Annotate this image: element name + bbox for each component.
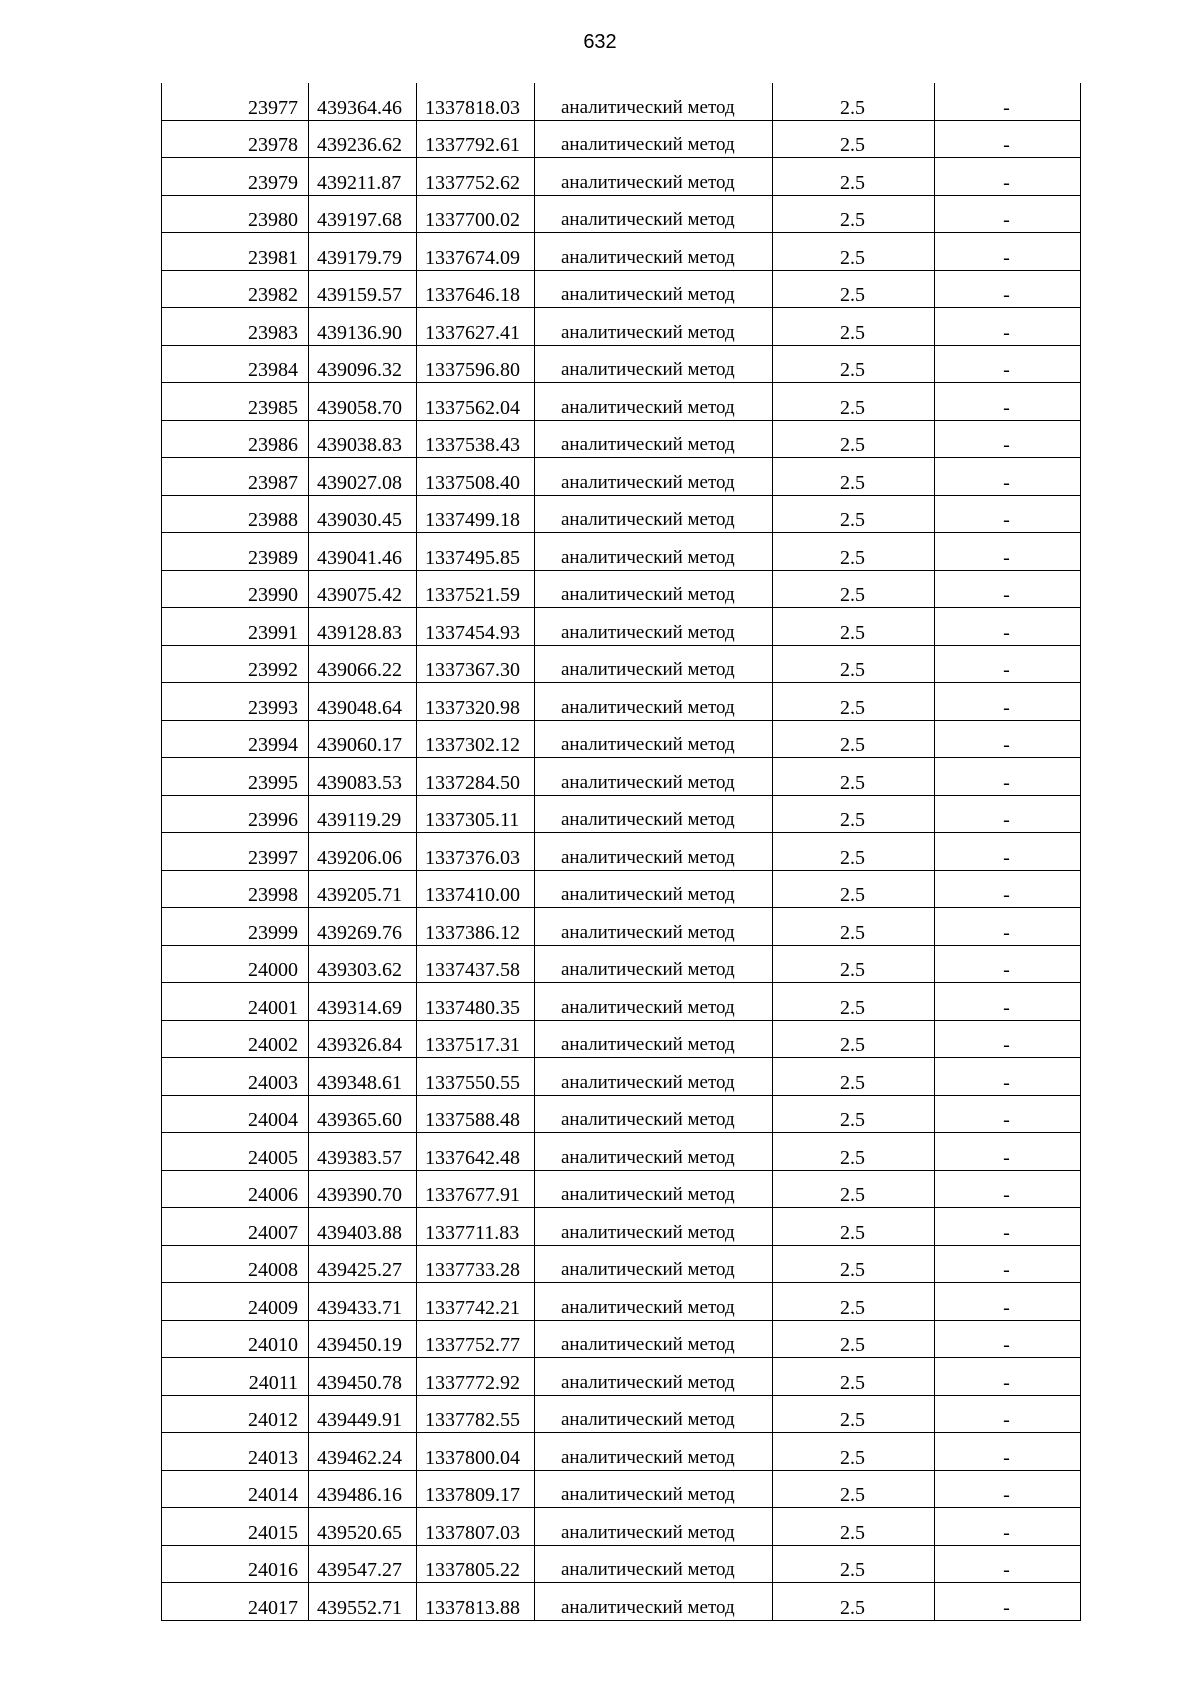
table-row [162, 720, 1081, 758]
table-row [162, 833, 1081, 871]
method-cell: аналитический метод [535, 1208, 773, 1246]
y-coordinate-cell: 1337550.55 [417, 1058, 535, 1096]
y-coordinate-cell: 1337711.83 [417, 1208, 535, 1246]
point-number-cell: 24003 [162, 1058, 309, 1096]
x-coordinate-cell: 439030.45 [309, 495, 417, 533]
note-cell: - [935, 1583, 1081, 1621]
accuracy-cell: 2.5 [773, 795, 935, 833]
point-number-cell: 23995 [162, 758, 309, 796]
y-coordinate-cell: 1337627.41 [417, 308, 535, 346]
x-coordinate-cell: 439205.71 [309, 870, 417, 908]
table-row [162, 870, 1081, 908]
y-coordinate-cell: 1337818.03 [417, 83, 535, 120]
method-cell: аналитический метод [535, 533, 773, 571]
method-cell: аналитический метод [535, 158, 773, 196]
method-cell: аналитический метод [535, 458, 773, 496]
x-coordinate-cell: 439041.46 [309, 533, 417, 571]
accuracy-cell: 2.5 [773, 1133, 935, 1171]
method-cell: аналитический метод [535, 383, 773, 421]
y-coordinate-cell: 1337499.18 [417, 495, 535, 533]
y-coordinate-cell: 1337480.35 [417, 983, 535, 1021]
point-number-cell: 24015 [162, 1508, 309, 1546]
accuracy-cell: 2.5 [773, 1095, 935, 1133]
accuracy-cell: 2.5 [773, 1470, 935, 1508]
note-cell: - [935, 120, 1081, 158]
note-cell: - [935, 795, 1081, 833]
accuracy-cell: 2.5 [773, 1358, 935, 1396]
method-cell: аналитический метод [535, 1020, 773, 1058]
x-coordinate-cell: 439058.70 [309, 383, 417, 421]
note-cell: - [935, 1470, 1081, 1508]
point-number-cell: 23978 [162, 120, 309, 158]
table-row [162, 1320, 1081, 1358]
x-coordinate-cell: 439433.71 [309, 1283, 417, 1321]
y-coordinate-cell: 1337517.31 [417, 1020, 535, 1058]
accuracy-cell: 2.5 [773, 233, 935, 271]
point-number-cell: 23989 [162, 533, 309, 571]
x-coordinate-cell: 439520.65 [309, 1508, 417, 1546]
accuracy-cell: 2.5 [773, 570, 935, 608]
method-cell: аналитический метод [535, 833, 773, 871]
method-cell: аналитический метод [535, 758, 773, 796]
x-coordinate-cell: 439179.79 [309, 233, 417, 271]
table-row [162, 458, 1081, 496]
method-cell: аналитический метод [535, 345, 773, 383]
method-cell: аналитический метод [535, 1545, 773, 1583]
note-cell: - [935, 833, 1081, 871]
point-number-cell: 23979 [162, 158, 309, 196]
note-cell: - [935, 83, 1081, 120]
x-coordinate-cell: 439303.62 [309, 945, 417, 983]
note-cell: - [935, 870, 1081, 908]
method-cell: аналитический метод [535, 1358, 773, 1396]
accuracy-cell: 2.5 [773, 1283, 935, 1321]
table-row [162, 570, 1081, 608]
method-cell: аналитический метод [535, 233, 773, 271]
accuracy-cell: 2.5 [773, 908, 935, 946]
table-row [162, 120, 1081, 158]
accuracy-cell: 2.5 [773, 1545, 935, 1583]
method-cell: аналитический метод [535, 645, 773, 683]
accuracy-cell: 2.5 [773, 683, 935, 721]
y-coordinate-cell: 1337642.48 [417, 1133, 535, 1171]
x-coordinate-cell: 439060.17 [309, 720, 417, 758]
accuracy-cell: 2.5 [773, 833, 935, 871]
y-coordinate-cell: 1337813.88 [417, 1583, 535, 1621]
note-cell: - [935, 1095, 1081, 1133]
x-coordinate-cell: 439197.68 [309, 195, 417, 233]
x-coordinate-cell: 439066.22 [309, 645, 417, 683]
note-cell: - [935, 1508, 1081, 1546]
point-number-cell: 24001 [162, 983, 309, 1021]
method-cell: аналитический метод [535, 683, 773, 721]
x-coordinate-cell: 439462.24 [309, 1433, 417, 1471]
note-cell: - [935, 458, 1081, 496]
table-row [162, 195, 1081, 233]
y-coordinate-cell: 1337733.28 [417, 1245, 535, 1283]
x-coordinate-cell: 439486.16 [309, 1470, 417, 1508]
accuracy-cell: 2.5 [773, 1020, 935, 1058]
x-coordinate-cell: 439450.19 [309, 1320, 417, 1358]
x-coordinate-cell: 439027.08 [309, 458, 417, 496]
point-number-cell: 24004 [162, 1095, 309, 1133]
point-number-cell: 23999 [162, 908, 309, 946]
table-row [162, 1020, 1081, 1058]
y-coordinate-cell: 1337302.12 [417, 720, 535, 758]
note-cell: - [935, 308, 1081, 346]
table-row [162, 983, 1081, 1021]
x-coordinate-cell: 439206.06 [309, 833, 417, 871]
method-cell: аналитический метод [535, 1170, 773, 1208]
y-coordinate-cell: 1337742.21 [417, 1283, 535, 1321]
method-cell: аналитический метод [535, 495, 773, 533]
method-cell: аналитический метод [535, 1583, 773, 1621]
table-row [162, 1170, 1081, 1208]
y-coordinate-cell: 1337410.00 [417, 870, 535, 908]
accuracy-cell: 2.5 [773, 270, 935, 308]
x-coordinate-cell: 439403.88 [309, 1208, 417, 1246]
y-coordinate-cell: 1337284.50 [417, 758, 535, 796]
point-number-cell: 24007 [162, 1208, 309, 1246]
accuracy-cell: 2.5 [773, 1508, 935, 1546]
x-coordinate-cell: 439096.32 [309, 345, 417, 383]
y-coordinate-cell: 1337807.03 [417, 1508, 535, 1546]
accuracy-cell: 2.5 [773, 758, 935, 796]
method-cell: аналитический метод [535, 1058, 773, 1096]
x-coordinate-cell: 439383.57 [309, 1133, 417, 1171]
accuracy-cell: 2.5 [773, 158, 935, 196]
note-cell: - [935, 720, 1081, 758]
note-cell: - [935, 570, 1081, 608]
accuracy-cell: 2.5 [773, 308, 935, 346]
note-cell: - [935, 983, 1081, 1021]
accuracy-cell: 2.5 [773, 1583, 935, 1621]
x-coordinate-cell: 439450.78 [309, 1358, 417, 1396]
accuracy-cell: 2.5 [773, 870, 935, 908]
note-cell: - [935, 195, 1081, 233]
method-cell: аналитический метод [535, 120, 773, 158]
note-cell: - [935, 233, 1081, 271]
y-coordinate-cell: 1337596.80 [417, 345, 535, 383]
table-row [162, 1358, 1081, 1396]
y-coordinate-cell: 1337454.93 [417, 608, 535, 646]
note-cell: - [935, 683, 1081, 721]
method-cell: аналитический метод [535, 908, 773, 946]
x-coordinate-cell: 439075.42 [309, 570, 417, 608]
accuracy-cell: 2.5 [773, 1395, 935, 1433]
point-number-cell: 24009 [162, 1283, 309, 1321]
note-cell: - [935, 1283, 1081, 1321]
note-cell: - [935, 158, 1081, 196]
point-number-cell: 24011 [162, 1358, 309, 1396]
table-row [162, 1245, 1081, 1283]
point-number-cell: 23980 [162, 195, 309, 233]
x-coordinate-cell: 439269.76 [309, 908, 417, 946]
method-cell: аналитический метод [535, 983, 773, 1021]
point-number-cell: 24005 [162, 1133, 309, 1171]
method-cell: аналитический метод [535, 308, 773, 346]
accuracy-cell: 2.5 [773, 458, 935, 496]
table-row [162, 383, 1081, 421]
y-coordinate-cell: 1337538.43 [417, 420, 535, 458]
note-cell: - [935, 1245, 1081, 1283]
note-cell: - [935, 1433, 1081, 1471]
point-number-cell: 24006 [162, 1170, 309, 1208]
method-cell: аналитический метод [535, 945, 773, 983]
y-coordinate-cell: 1337700.02 [417, 195, 535, 233]
method-cell: аналитический метод [535, 720, 773, 758]
table-row [162, 908, 1081, 946]
point-number-cell: 23977 [162, 83, 309, 120]
method-cell: аналитический метод [535, 420, 773, 458]
note-cell: - [935, 1133, 1081, 1171]
y-coordinate-cell: 1337588.48 [417, 1095, 535, 1133]
accuracy-cell: 2.5 [773, 195, 935, 233]
table-row [162, 1133, 1081, 1171]
note-cell: - [935, 420, 1081, 458]
y-coordinate-cell: 1337677.91 [417, 1170, 535, 1208]
point-number-cell: 24012 [162, 1395, 309, 1433]
table-row [162, 608, 1081, 646]
table-row [162, 495, 1081, 533]
table-row [162, 1545, 1081, 1583]
table-row [162, 683, 1081, 721]
method-cell: аналитический метод [535, 570, 773, 608]
method-cell: аналитический метод [535, 608, 773, 646]
table-row [162, 1283, 1081, 1321]
point-number-cell: 24013 [162, 1433, 309, 1471]
x-coordinate-cell: 439083.53 [309, 758, 417, 796]
method-cell: аналитический метод [535, 1320, 773, 1358]
method-cell: аналитический метод [535, 1470, 773, 1508]
point-number-cell: 23993 [162, 683, 309, 721]
note-cell: - [935, 1170, 1081, 1208]
y-coordinate-cell: 1337674.09 [417, 233, 535, 271]
point-number-cell: 23998 [162, 870, 309, 908]
accuracy-cell: 2.5 [773, 608, 935, 646]
table-row [162, 795, 1081, 833]
y-coordinate-cell: 1337437.58 [417, 945, 535, 983]
table-row [162, 533, 1081, 571]
accuracy-cell: 2.5 [773, 945, 935, 983]
accuracy-cell: 2.5 [773, 1208, 935, 1246]
note-cell: - [935, 533, 1081, 571]
y-coordinate-cell: 1337782.55 [417, 1395, 535, 1433]
x-coordinate-cell: 439314.69 [309, 983, 417, 1021]
x-coordinate-cell: 439365.60 [309, 1095, 417, 1133]
point-number-cell: 23983 [162, 308, 309, 346]
accuracy-cell: 2.5 [773, 383, 935, 421]
point-number-cell: 24000 [162, 945, 309, 983]
x-coordinate-cell: 439552.71 [309, 1583, 417, 1621]
y-coordinate-cell: 1337792.61 [417, 120, 535, 158]
table-row [162, 345, 1081, 383]
table-row [162, 270, 1081, 308]
x-coordinate-cell: 439136.90 [309, 308, 417, 346]
note-cell: - [935, 1208, 1081, 1246]
page-number: 632 [583, 31, 617, 53]
table-row [162, 945, 1081, 983]
coordinates-table [161, 83, 1081, 1621]
y-coordinate-cell: 1337646.18 [417, 270, 535, 308]
accuracy-cell: 2.5 [773, 420, 935, 458]
y-coordinate-cell: 1337809.17 [417, 1470, 535, 1508]
y-coordinate-cell: 1337305.11 [417, 795, 535, 833]
table-row [162, 1095, 1081, 1133]
note-cell: - [935, 383, 1081, 421]
y-coordinate-cell: 1337495.85 [417, 533, 535, 571]
note-cell: - [935, 345, 1081, 383]
accuracy-cell: 2.5 [773, 1320, 935, 1358]
method-cell: аналитический метод [535, 195, 773, 233]
point-number-cell: 23997 [162, 833, 309, 871]
method-cell: аналитический метод [535, 1283, 773, 1321]
point-number-cell: 23990 [162, 570, 309, 608]
y-coordinate-cell: 1337376.03 [417, 833, 535, 871]
note-cell: - [935, 645, 1081, 683]
y-coordinate-cell: 1337367.30 [417, 645, 535, 683]
table-row [162, 420, 1081, 458]
y-coordinate-cell: 1337562.04 [417, 383, 535, 421]
accuracy-cell: 2.5 [773, 983, 935, 1021]
accuracy-cell: 2.5 [773, 1433, 935, 1471]
point-number-cell: 23981 [162, 233, 309, 271]
point-number-cell: 24016 [162, 1545, 309, 1583]
x-coordinate-cell: 439048.64 [309, 683, 417, 721]
point-number-cell: 23994 [162, 720, 309, 758]
method-cell: аналитический метод [535, 1095, 773, 1133]
table-row [162, 1470, 1081, 1508]
note-cell: - [935, 908, 1081, 946]
x-coordinate-cell: 439449.91 [309, 1395, 417, 1433]
method-cell: аналитический метод [535, 870, 773, 908]
table-row [162, 158, 1081, 196]
x-coordinate-cell: 439236.62 [309, 120, 417, 158]
point-number-cell: 24017 [162, 1583, 309, 1621]
accuracy-cell: 2.5 [773, 120, 935, 158]
x-coordinate-cell: 439038.83 [309, 420, 417, 458]
table-row [162, 1433, 1081, 1471]
accuracy-cell: 2.5 [773, 1170, 935, 1208]
y-coordinate-cell: 1337521.59 [417, 570, 535, 608]
table-row [162, 1508, 1081, 1546]
method-cell: аналитический метод [535, 1395, 773, 1433]
x-coordinate-cell: 439364.46 [309, 83, 417, 120]
method-cell: аналитический метод [535, 83, 773, 120]
x-coordinate-cell: 439211.87 [309, 158, 417, 196]
table-row [162, 1058, 1081, 1096]
accuracy-cell: 2.5 [773, 720, 935, 758]
note-cell: - [935, 495, 1081, 533]
accuracy-cell: 2.5 [773, 495, 935, 533]
point-number-cell: 24014 [162, 1470, 309, 1508]
y-coordinate-cell: 1337320.98 [417, 683, 535, 721]
note-cell: - [935, 1020, 1081, 1058]
point-number-cell: 23984 [162, 345, 309, 383]
x-coordinate-cell: 439119.29 [309, 795, 417, 833]
method-cell: аналитический метод [535, 795, 773, 833]
y-coordinate-cell: 1337800.04 [417, 1433, 535, 1471]
accuracy-cell: 2.5 [773, 1058, 935, 1096]
point-number-cell: 24010 [162, 1320, 309, 1358]
point-number-cell: 23991 [162, 608, 309, 646]
note-cell: - [935, 270, 1081, 308]
table-row [162, 233, 1081, 271]
x-coordinate-cell: 439425.27 [309, 1245, 417, 1283]
point-number-cell: 23996 [162, 795, 309, 833]
accuracy-cell: 2.5 [773, 83, 935, 120]
table-row [162, 1583, 1081, 1621]
y-coordinate-cell: 1337805.22 [417, 1545, 535, 1583]
method-cell: аналитический метод [535, 1508, 773, 1546]
method-cell: аналитический метод [535, 270, 773, 308]
y-coordinate-cell: 1337752.62 [417, 158, 535, 196]
point-number-cell: 23986 [162, 420, 309, 458]
accuracy-cell: 2.5 [773, 345, 935, 383]
table-row [162, 1395, 1081, 1433]
note-cell: - [935, 1395, 1081, 1433]
y-coordinate-cell: 1337386.12 [417, 908, 535, 946]
x-coordinate-cell: 439390.70 [309, 1170, 417, 1208]
point-number-cell: 23985 [162, 383, 309, 421]
note-cell: - [935, 1358, 1081, 1396]
x-coordinate-cell: 439547.27 [309, 1545, 417, 1583]
x-coordinate-cell: 439348.61 [309, 1058, 417, 1096]
table-row [162, 645, 1081, 683]
accuracy-cell: 2.5 [773, 1245, 935, 1283]
y-coordinate-cell: 1337772.92 [417, 1358, 535, 1396]
note-cell: - [935, 1545, 1081, 1583]
method-cell: аналитический метод [535, 1133, 773, 1171]
coordinates-table-body [162, 83, 1081, 1620]
y-coordinate-cell: 1337752.77 [417, 1320, 535, 1358]
note-cell: - [935, 758, 1081, 796]
table-row [162, 308, 1081, 346]
note-cell: - [935, 945, 1081, 983]
x-coordinate-cell: 439128.83 [309, 608, 417, 646]
note-cell: - [935, 608, 1081, 646]
note-cell: - [935, 1058, 1081, 1096]
point-number-cell: 23987 [162, 458, 309, 496]
table-row [162, 758, 1081, 796]
table-row [162, 1208, 1081, 1246]
point-number-cell: 23988 [162, 495, 309, 533]
method-cell: аналитический метод [535, 1433, 773, 1471]
note-cell: - [935, 1320, 1081, 1358]
point-number-cell: 23992 [162, 645, 309, 683]
accuracy-cell: 2.5 [773, 645, 935, 683]
x-coordinate-cell: 439326.84 [309, 1020, 417, 1058]
x-coordinate-cell: 439159.57 [309, 270, 417, 308]
method-cell: аналитический метод [535, 1245, 773, 1283]
accuracy-cell: 2.5 [773, 533, 935, 571]
y-coordinate-cell: 1337508.40 [417, 458, 535, 496]
point-number-cell: 23982 [162, 270, 309, 308]
point-number-cell: 24008 [162, 1245, 309, 1283]
point-number-cell: 24002 [162, 1020, 309, 1058]
table-row [162, 83, 1081, 120]
